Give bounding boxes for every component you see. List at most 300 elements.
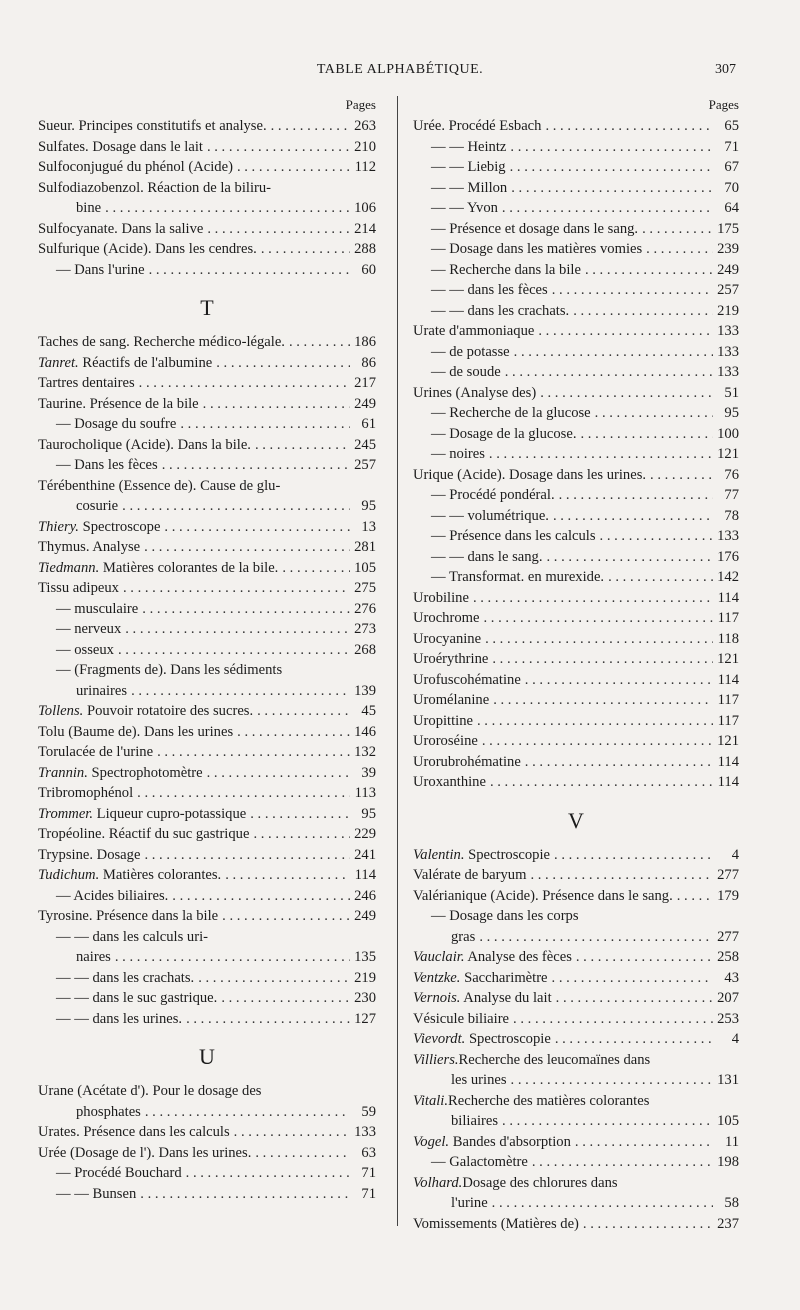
entry-line: [413, 608, 739, 629]
entry-text: — Dosage dans les matières vomies: [431, 241, 643, 257]
entry-text: Tribromophénol: [38, 785, 134, 801]
entry-text: Sueur. Principes constitutifs et analyse.: [38, 118, 267, 134]
page-ref: 114: [717, 753, 739, 770]
leader-dots: [483, 608, 713, 629]
entry-line: [38, 332, 376, 353]
entry-text: Taurocholique (Acide). Dans la bile.: [38, 436, 251, 453]
index-entry: [38, 619, 376, 640]
page-ref: 43: [724, 969, 739, 986]
leader-dots: [203, 394, 350, 415]
index-entry: [413, 1029, 739, 1050]
entry-label: [38, 537, 140, 558]
leader-dots: [144, 537, 350, 558]
page-ref: 133: [717, 323, 739, 339]
page-ref: 106: [354, 200, 376, 216]
entry-label: [413, 690, 489, 711]
entry-label: [431, 506, 549, 527]
entry-label: [38, 353, 212, 374]
entry-label: [38, 906, 218, 927]
index-entry: [38, 239, 376, 260]
author-name: Valentin.: [413, 846, 465, 863]
page-ref: 268: [354, 641, 376, 658]
entry-line: [413, 506, 739, 527]
entry-label: [38, 742, 153, 763]
leader-dots: [207, 219, 350, 240]
leader-dots: [225, 865, 350, 886]
page-ref: 11: [724, 1133, 739, 1150]
entry-text: — Galactomètre: [431, 1154, 528, 1170]
entry-text: — Procédé pondéral.: [431, 487, 555, 503]
index-entry: [38, 373, 376, 394]
index-entry: [38, 1122, 376, 1143]
entry-text: cosurie: [76, 498, 119, 514]
leader-dots: [514, 342, 713, 363]
entry-label: [56, 455, 158, 476]
index-entry: [413, 1091, 739, 1132]
leader-dots: [546, 547, 713, 568]
entry-label: [56, 414, 176, 435]
page-ref: 70: [724, 179, 739, 196]
entry-text: — Dosage du soufre: [56, 416, 177, 432]
entry-text: — Dosage dans les corps: [431, 908, 579, 924]
entry-text: — noires: [431, 446, 485, 462]
entry-line: [413, 927, 739, 948]
index-entry: [413, 629, 739, 650]
leader-dots: [123, 578, 350, 599]
leader-dots: [261, 239, 350, 260]
index-entry: [38, 722, 376, 743]
entry-line: [38, 178, 376, 199]
leader-dots: [600, 526, 713, 547]
entry-line: [413, 342, 739, 363]
index-group: [413, 845, 739, 1235]
page-ref: 245: [354, 436, 376, 453]
entry-text: — — Liebig: [431, 159, 506, 175]
entry-text: Urorubrohématine: [413, 753, 521, 770]
leader-dots: [237, 722, 350, 743]
entry-line: [413, 362, 739, 383]
index-entry: [38, 701, 376, 722]
index-entry: [413, 886, 739, 907]
entry-text: Thymus. Analyse: [38, 539, 141, 555]
index-entry: [38, 414, 376, 435]
index-entry: [413, 403, 739, 424]
leader-dots: [525, 670, 713, 691]
page-ref: 51: [724, 384, 739, 401]
entry-text: Spectroscope: [82, 518, 161, 535]
entry-label: [413, 608, 479, 629]
entry-line: [38, 414, 376, 435]
entry-text: — Dans les fèces: [56, 457, 158, 473]
entry-label: [431, 280, 548, 301]
entry-line: [38, 578, 376, 599]
page-ref: 133: [717, 528, 739, 544]
entry-label: [413, 886, 673, 907]
author-name: Vauclair.: [413, 949, 465, 965]
index-group: [413, 116, 739, 793]
index-entry: [413, 1009, 739, 1030]
page-ref: 65: [724, 118, 739, 134]
entry-line: [38, 198, 376, 219]
entry-line: [38, 886, 376, 907]
leader-dots: [492, 649, 713, 670]
pages-label: Pages: [345, 97, 376, 112]
page-ref: 217: [354, 375, 376, 391]
index-entry: [38, 1184, 376, 1205]
index-entry: [38, 1163, 376, 1184]
page-ref: 86: [361, 354, 376, 371]
leader-dots: [554, 845, 713, 866]
leader-dots: [145, 1102, 350, 1123]
page-ref: 114: [717, 774, 739, 790]
entry-line: [413, 865, 739, 886]
entry-label: [38, 1143, 251, 1164]
entry-label: [38, 804, 246, 825]
entry-label: [38, 824, 249, 845]
index-entry: [38, 394, 376, 415]
page-ref: 71: [361, 1165, 376, 1181]
leader-dots: [257, 701, 350, 722]
page-ref: 257: [717, 282, 739, 298]
entry-line: [413, 1152, 739, 1173]
entry-label: [413, 752, 521, 773]
entry-line: [413, 752, 739, 773]
page-ref: 117: [717, 692, 739, 708]
leader-dots: [552, 968, 713, 989]
entry-label: [38, 435, 251, 456]
index-entry: [38, 1081, 376, 1122]
entry-label: [413, 670, 521, 691]
entry-text: Sulfodiazobenzol. Réaction de la biliru-: [38, 179, 272, 196]
index-entry: [413, 690, 739, 711]
entry-label: [38, 239, 257, 260]
entry-text: Térébenthine (Essence de). Cause de glu-: [38, 477, 281, 494]
entry-label: [431, 526, 596, 547]
entry-line: [413, 547, 739, 568]
entry-label: [431, 362, 501, 383]
page-ref: 135: [354, 949, 376, 965]
entry-text: Liqueur cupro-potassique: [96, 805, 247, 822]
leader-dots: [162, 455, 350, 476]
page-ref: 186: [354, 334, 376, 350]
entry-text: Urochrome: [413, 610, 480, 626]
page-ref: 176: [717, 548, 739, 565]
leader-dots: [253, 824, 350, 845]
entry-text: — — Millon: [431, 179, 508, 196]
entry-line: [413, 321, 739, 342]
entry-line: [38, 660, 376, 681]
entry-line: [413, 649, 739, 670]
page-ref: 219: [354, 969, 376, 986]
index-entry: [38, 927, 376, 968]
author-name: Vernois.: [413, 990, 461, 1006]
leader-dots: [511, 1070, 713, 1091]
entry-line: [38, 1081, 376, 1102]
leader-dots: [510, 157, 713, 178]
index-entry: [38, 1009, 376, 1030]
leader-dots: [118, 640, 350, 661]
right-column: [413, 96, 739, 1234]
entry-text: Tolu (Baume de). Dans les urines: [38, 723, 234, 740]
entry-line: [413, 690, 739, 711]
entry-text: les urines: [451, 1072, 507, 1088]
entry-text: phosphates: [76, 1103, 141, 1120]
page-ref: 214: [354, 220, 376, 237]
index-entry: [413, 947, 739, 968]
page-ref: 60: [361, 261, 376, 278]
entry-line: [38, 742, 376, 763]
entry-line: [413, 424, 739, 445]
entry-text: — (Fragments de). Dans les sédiments: [56, 662, 283, 678]
page-ref: 4: [731, 1031, 739, 1047]
page-ref: 241: [354, 846, 376, 863]
entry-label: [38, 865, 221, 886]
page-ref: 59: [361, 1103, 376, 1120]
entry-line: [38, 239, 376, 260]
entry-label: [38, 783, 133, 804]
entry-text: — — dans les fèces: [431, 282, 548, 298]
entry-line: [38, 640, 376, 661]
leader-dots: [186, 1009, 350, 1030]
leader-dots: [255, 435, 350, 456]
entry-text: Uromélanine: [413, 692, 490, 708]
index-entry: [38, 558, 376, 579]
entry-label: [56, 968, 194, 989]
entry-line: [38, 1163, 376, 1184]
page-ref: 76: [724, 466, 739, 483]
leader-dots: [583, 1214, 713, 1235]
index-entry: [38, 178, 376, 219]
entry-line: [413, 988, 739, 1009]
entry-text: Sulfates. Dosage dans le lait: [38, 138, 203, 155]
leader-dots: [502, 1111, 713, 1132]
entry-label: [431, 403, 591, 424]
index-entry: [413, 137, 739, 158]
index-entry: [413, 731, 739, 752]
entry-line: [413, 886, 739, 907]
leader-dots: [576, 947, 713, 968]
index-entry: [38, 599, 376, 620]
entry-text: Urines (Analyse des): [413, 384, 537, 401]
page-ref: 198: [717, 1154, 739, 1170]
entry-label: [413, 629, 481, 650]
entry-line: [38, 137, 376, 158]
entry-line: [38, 157, 376, 178]
page-ref: 139: [354, 682, 376, 699]
index-entry: [413, 588, 739, 609]
page-ref: 237: [717, 1215, 739, 1232]
index-entry: [38, 988, 376, 1009]
page-ref: 142: [717, 569, 739, 585]
entry-text: Torulacée de l'urine: [38, 744, 154, 760]
entry-line: [38, 394, 376, 415]
entry-line: [413, 670, 739, 691]
entry-line: [38, 968, 376, 989]
leader-dots: [131, 681, 350, 702]
index-entry: [38, 578, 376, 599]
index-entry: [413, 526, 739, 547]
leader-dots: [207, 763, 350, 784]
leader-dots: [139, 373, 350, 394]
entry-text: — nerveux: [56, 621, 122, 637]
index-entry: [38, 537, 376, 558]
entry-text: Sulfoconjugué du phénol (Acide): [38, 159, 233, 175]
entry-label: [413, 711, 473, 732]
entry-line: [38, 681, 376, 702]
leader-dots: [585, 260, 713, 281]
entry-label: [38, 332, 285, 353]
entry-text: — de potasse: [431, 343, 510, 360]
entry-line: [38, 1184, 376, 1205]
entry-text: Urane (Acétate d'). Pour le dosage des: [38, 1083, 262, 1099]
entry-label: [431, 342, 510, 363]
page-ref: 114: [354, 867, 376, 883]
entry-text: Tropéoline. Réactif du suc gastrique: [38, 826, 250, 842]
leader-dots: [250, 804, 350, 825]
page-ref: 258: [717, 949, 739, 965]
index-entry: [413, 342, 739, 363]
page-ref: 146: [354, 723, 376, 740]
entry-text: — Recherche dans la bile: [431, 261, 581, 278]
author-name: Vitali.: [413, 1092, 448, 1109]
entry-text: Urates. Présence dans les calculs: [38, 1124, 230, 1140]
index-entry: [413, 239, 739, 260]
entry-label: [413, 1009, 509, 1030]
author-name: Vogel.: [413, 1133, 450, 1150]
entry-line: [38, 1143, 376, 1164]
page-ref: 71: [724, 138, 739, 155]
leader-dots: [650, 465, 713, 486]
leader-dots: [289, 332, 350, 353]
entry-text: — Procédé Bouchard: [56, 1165, 182, 1181]
index-entry: [413, 567, 739, 588]
page-ref: 64: [724, 200, 739, 216]
entry-text: — Acides biliaires.: [56, 887, 169, 904]
entry-text: Analyse du lait: [463, 990, 552, 1006]
page-ref: 257: [354, 457, 376, 473]
entry-label: [413, 383, 536, 404]
entry-line: [38, 906, 376, 927]
index-entry: [38, 219, 376, 240]
entry-label: [431, 198, 498, 219]
index-entry: [413, 1214, 739, 1235]
index-entry: [413, 260, 739, 281]
page-header: [0, 62, 800, 82]
page-ref: 78: [724, 507, 739, 524]
entry-line: [38, 619, 376, 640]
page-ref: 95: [361, 498, 376, 514]
leader-dots: [525, 752, 713, 773]
running-title: TABLE ALPHABÉTIQUE.: [316, 62, 484, 77]
leader-dots: [186, 1163, 350, 1184]
entry-text: Valérianique (Acide). Présence dans le sang.: [413, 887, 673, 904]
entry-line: [38, 1122, 376, 1143]
leader-dots: [115, 947, 350, 968]
entry-line: [413, 1009, 739, 1030]
page-ref: 58: [724, 1195, 739, 1211]
entry-text: Spectroscopie: [468, 1031, 551, 1047]
entry-text: Analyse des fèces: [467, 949, 572, 965]
page-ref: 113: [354, 785, 376, 801]
entry-line: [413, 116, 739, 137]
author-name: Vievordt.: [413, 1031, 466, 1047]
author-name: Volhard.: [413, 1174, 463, 1191]
entry-line: [413, 1029, 739, 1050]
page-ref: 105: [717, 1113, 739, 1129]
entry-text: Trypsine. Dosage: [38, 846, 141, 863]
page-ref: 276: [354, 600, 376, 617]
author-name: Tiedmann.: [38, 559, 100, 576]
leader-dots: [545, 116, 713, 137]
entry-line: [413, 219, 739, 240]
leader-dots: [105, 198, 350, 219]
entry-label: [38, 558, 278, 579]
page-ref: 277: [717, 867, 739, 883]
entry-text: Matières colorantes de la bile.: [102, 559, 279, 576]
index-entry: [38, 763, 376, 784]
page-ref: 61: [361, 416, 376, 432]
entry-label: [431, 157, 506, 178]
entry-text: urinaires: [76, 682, 128, 699]
page-ref: 13: [361, 518, 376, 535]
leader-dots: [140, 1184, 350, 1205]
pages-label: Pages: [708, 97, 739, 112]
leader-dots: [511, 178, 713, 199]
entry-line: [413, 711, 739, 732]
index-entry: [38, 455, 376, 476]
entry-text: biliaires: [451, 1113, 499, 1129]
page-ref: 239: [717, 241, 739, 257]
entry-line: [413, 1070, 739, 1091]
index-entry: [38, 906, 376, 927]
page-ref: 95: [361, 805, 376, 822]
index-entry: [38, 968, 376, 989]
page-ref: 67: [724, 159, 739, 175]
entry-label: [431, 178, 507, 199]
entry-text: Urocyanine: [413, 630, 482, 647]
page-ref: 207: [717, 990, 739, 1006]
leader-dots: [595, 403, 713, 424]
entry-line: [38, 927, 376, 948]
entry-text: — — dans les urines.: [56, 1010, 183, 1027]
author-name: Ventzke.: [413, 969, 461, 986]
entry-text: — — dans les calculs uri-: [56, 928, 208, 945]
index-entry: [38, 260, 376, 281]
leader-dots: [530, 865, 713, 886]
entry-line: [413, 731, 739, 752]
leader-dots: [608, 567, 713, 588]
entry-label: [413, 1029, 551, 1050]
index-entry: [38, 845, 376, 866]
entry-text: Tissu adipeux: [38, 580, 119, 596]
page-ref: 263: [354, 118, 376, 134]
leader-dots: [510, 137, 713, 158]
page-ref: 117: [717, 610, 739, 626]
entry-line: [413, 1050, 739, 1071]
leader-dots: [642, 219, 713, 240]
entry-text: Uropittine: [413, 712, 473, 729]
entry-line: [38, 763, 376, 784]
page-ref: 246: [354, 887, 376, 904]
leader-dots: [479, 927, 713, 948]
leader-dots: [122, 496, 350, 517]
page-ref: 219: [717, 302, 739, 319]
entry-label: [38, 219, 203, 240]
index-entry: [38, 476, 376, 517]
leader-dots: [505, 362, 713, 383]
index-entry: [38, 783, 376, 804]
author-name: Villiers.: [413, 1051, 459, 1068]
